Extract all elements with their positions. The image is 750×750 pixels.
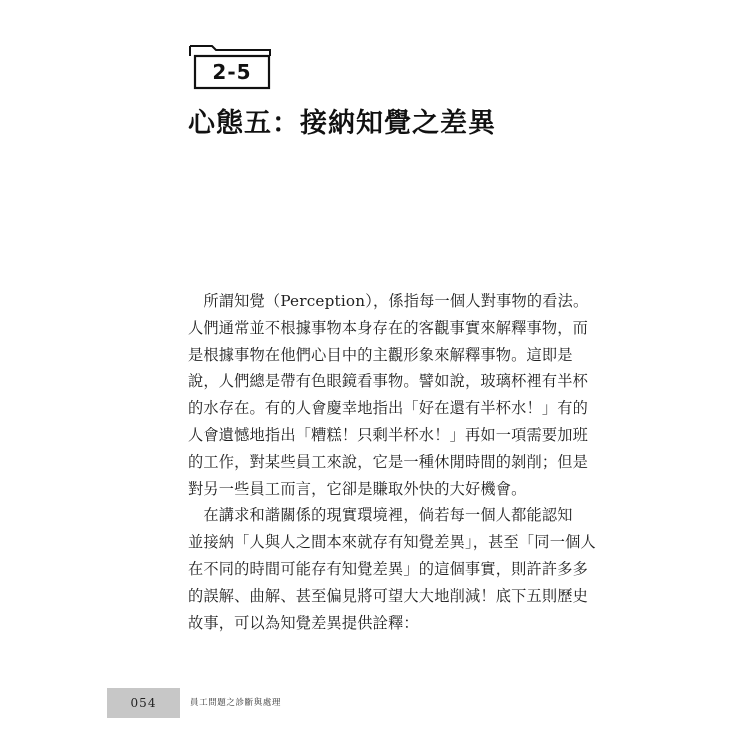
section-badge — [188, 42, 274, 92]
section-number: 2-5 — [212, 60, 252, 84]
section-title: 心態五：接納知覺之差異 — [188, 108, 496, 139]
body-text — [188, 288, 596, 636]
text-line: 人們通常並不根據事物本身存在的客觀事實來解釋事物，而 — [188, 318, 589, 337]
text-line: 是根據事物在他們心目中的主觀形象來解釋事物。這即是 — [188, 345, 573, 364]
text-line: 在講求和諧關係的現實環境裡，倘若每一個人都能認知 — [188, 506, 573, 525]
text-line: 故事，可以為知覺差異提供詮釋： — [188, 613, 419, 632]
text-line: 並接納「人與人之間本來就存有知覺差異」，甚至「同一個人 — [188, 533, 596, 552]
page-number: 054 — [130, 696, 157, 710]
text-line: 對另一些員工而言，它卻是賺取外快的大好機會。 — [188, 479, 527, 498]
text-line: 的工作，對某些員工來說，它是一種休閒時間的剝削；但是 — [188, 452, 589, 471]
text-line: 的水存在。有的人會慶幸地指出「好在還有半杯水！」有的 — [188, 399, 589, 418]
text-line: 所謂知覺（Perception），係指每一個人對事物的看法。 — [188, 292, 589, 310]
text-line: 說，人們總是帶有色眼鏡看事物。譬如說，玻璃杯裡有半杯 — [188, 372, 589, 391]
text-line: 人會遺憾地指出「糟糕！只剩半杯水！」再如一項需要加班 — [188, 425, 589, 444]
text-line: 的誤解、曲解、甚至偏見將可望大大地削減！底下五則歷史 — [188, 586, 589, 605]
page-number-box — [107, 688, 180, 718]
running-title: 員工問題之診斷與處理 — [190, 698, 282, 708]
text-line: 在不同的時間可能存有知覺差異」的這個事實，則許許多多 — [188, 559, 589, 578]
